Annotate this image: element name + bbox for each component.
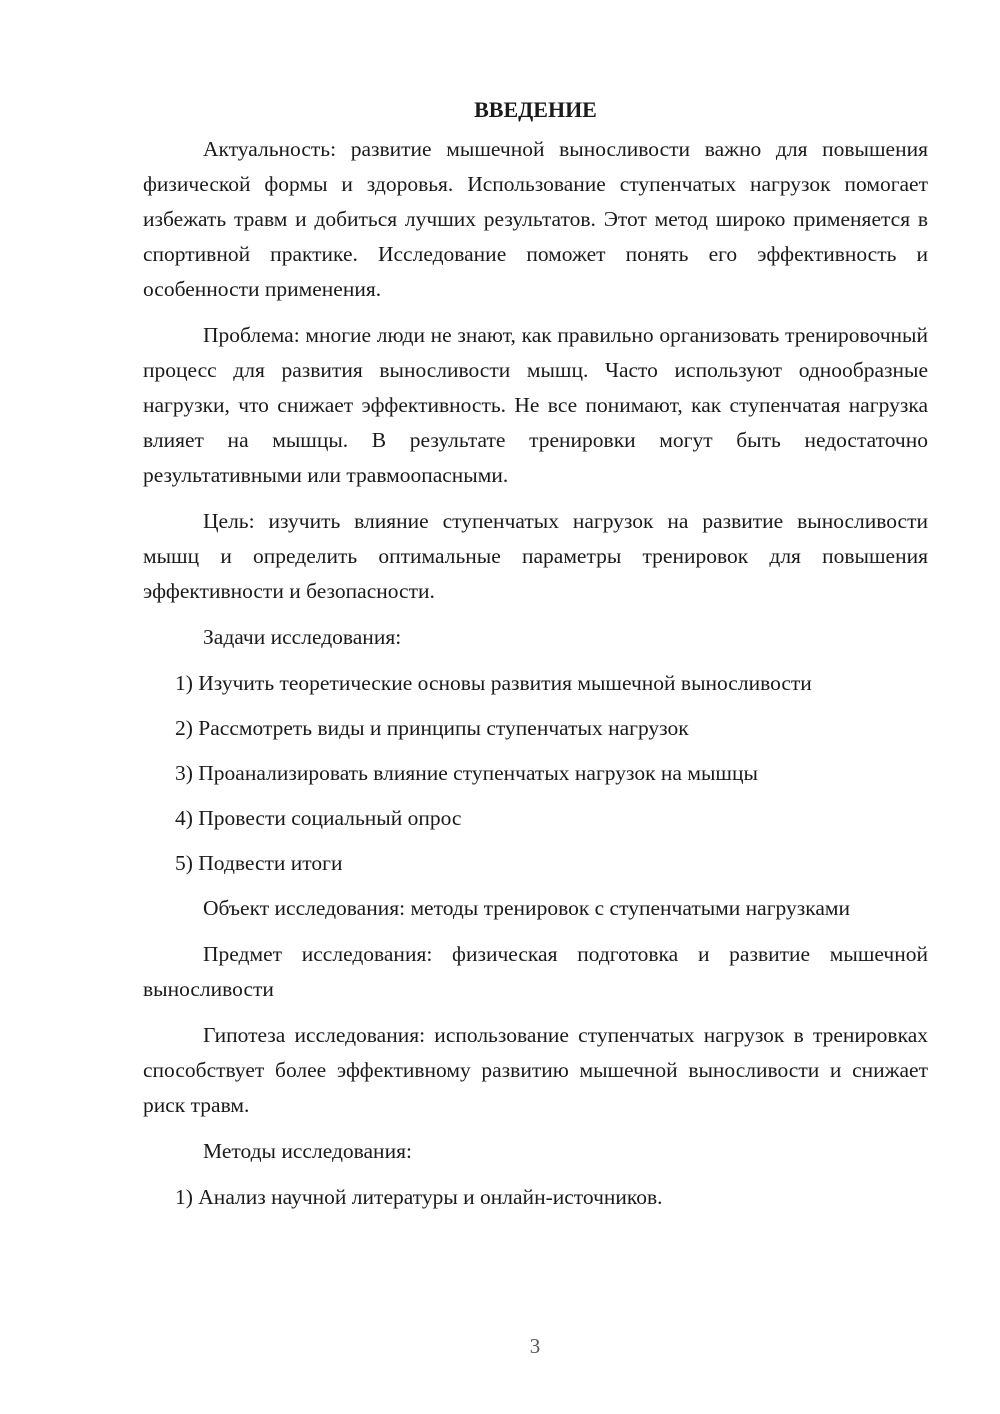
method-item: 1) Анализ научной литературы и онлайн-источников. (175, 1185, 663, 1209)
document-page (143, 92, 928, 1225)
page-number: 3 (529, 1334, 541, 1358)
goal-paragraph: Цель: изучить влияние ступенчатых нагрузок на развитие выносливости мышц и определить оптимальные параметры тренировок для повышения эффективности и безопасности. (143, 509, 928, 603)
task-item: 1) Изучить теоретические основы развития мышечной выносливости (175, 671, 812, 695)
task-item: 4) Провести социальный опрос (175, 806, 462, 830)
methods-heading: Методы исследования: (203, 1139, 412, 1163)
task-item: 5) Подвести итоги (175, 851, 343, 875)
relevance-paragraph: Актуальность: развитие мышечной выносливости важно для повышения физической формы и здоровья. Использование ступенчатых нагрузок помогает избежать травм и добиться лучших результатов. Этот метод широко применяется в спортивной практике. Исследование поможет понять его эффективность и особенности применения. (143, 137, 928, 301)
subject-paragraph: Предмет исследования: физическая подготовка и развитие мышечной выносливости (143, 942, 928, 1001)
tasks-list (143, 666, 928, 881)
task-item: 3) Проанализировать влияние ступенчатых нагрузок на мышцы (175, 761, 758, 785)
task-item: 2) Рассмотреть виды и принципы ступенчатых нагрузок (175, 716, 689, 740)
problem-paragraph: Проблема: многие люди не знают, как правильно организовать тренировочный процесс для развития выносливости мышц. Часто используют однообразные нагрузки, что снижает эффективность. Не все понимают, как ступенчатая нагрузка влияет на мышцы. В результате тренировки могут быть недостаточно результативными или травмоопасными. (143, 323, 928, 487)
hypothesis-paragraph: Гипотеза исследования: использование ступенчатых нагрузок в тренировках способствует более эффективному развитию мышечной выносливости и снижает риск травм. (143, 1023, 928, 1117)
section-title: ВВЕДЕНИЕ (474, 97, 597, 122)
tasks-heading: Задачи исследования: (203, 625, 402, 649)
object-paragraph: Объект исследования: методы тренировок с ступенчатыми нагрузками (203, 896, 850, 920)
methods-list (143, 1180, 928, 1215)
